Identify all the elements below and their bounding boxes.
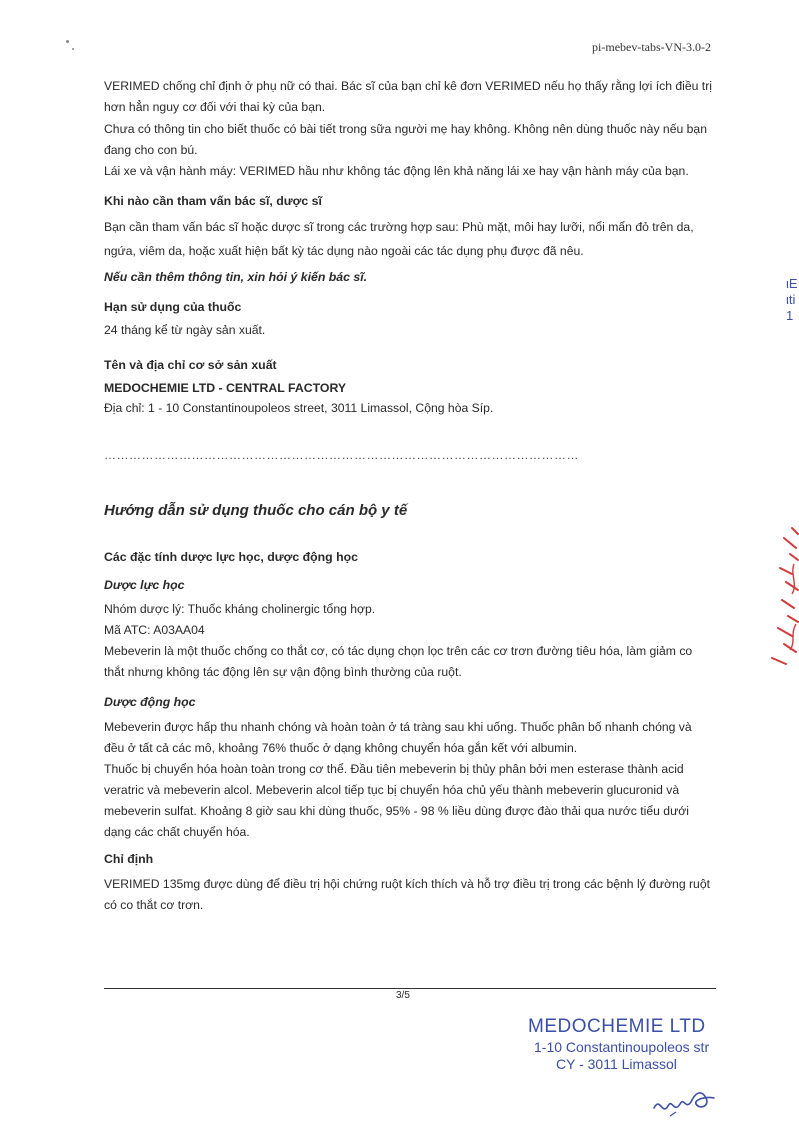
paragraph-line: Thuốc bị chuyển hóa hoàn toàn trong cơ thể. Đầu tiên mebeverin bị thủy phân bởi men esterase thành acid: [104, 762, 684, 776]
paragraph-pregnancy: [104, 76, 714, 118]
paragraph-line: veratric và mebeverin alcol. Mebeverin alcol tiếp tục bị chuyển hóa chủ yếu thành mebeverin glucuronid và: [104, 783, 680, 797]
paragraph-line: VERIMED 135mg được dùng để điều trị hội chứng ruột kích thích và hỗ trợ điều trị trong các bệnh lý đường ruột: [104, 877, 711, 891]
page-number: 3/5: [396, 990, 410, 1001]
paragraph-line: ngứa, viêm da, hoặc xuất hiện bất kỳ tác dụng nào ngoài các tác dụng phụ được đã nêu.: [104, 244, 584, 258]
section-title-healthcare: Hướng dẫn sử dụng thuốc cho cán bộ y tế: [104, 502, 408, 519]
edge-fragment-line: ιE: [786, 276, 798, 291]
document-id: pi-mebev-tabs-VN-3.0-2: [592, 40, 711, 54]
heading-indications: Chỉ định: [104, 852, 154, 866]
paragraph-line: có co thắt cơ trơn.: [104, 898, 204, 912]
heading-manufacturer: Tên và địa chỉ cơ sở sản xuất: [104, 358, 277, 372]
heading-expiry: Hạn sử dụng của thuốc: [104, 300, 242, 314]
paragraph-driving: Lái xe và vận hành máy: VERIMED hầu như không tác động lên khả năng lái xe hay vận hành máy của bạn.: [104, 164, 689, 178]
manufacturer-name: MEDOCHEMIE LTD - CENTRAL FACTORY: [104, 381, 347, 395]
expiry-text: 24 tháng kể từ ngày sản xuất.: [104, 323, 266, 337]
edge-fragment-line: 1: [786, 308, 794, 323]
edge-fragment-line: ιti: [786, 292, 796, 307]
heading-pharmacokinetics: Dược động học: [104, 695, 196, 709]
paragraph-consult: [104, 217, 714, 262]
pharmacodynamics-block: [104, 599, 714, 683]
paragraph-line: đều ở tất cả các mô, khoảng 76% thuốc ở dạng không chuyển hóa gắn kết với albumin.: [104, 741, 578, 755]
more-info-note: Nếu cần thêm thông tin, xin hỏi ý kiến bác sĩ.: [104, 270, 368, 284]
company-stamp: [528, 1016, 709, 1072]
paragraph-line: hơn hẳn nguy cơ đối với thai kỳ của bạn.: [104, 100, 326, 114]
paragraph-line: VERIMED chống chỉ định ở phụ nữ có thai. Bác sĩ của bạn chỉ kê đơn VERIMED nếu họ thấy rằng lợi ích điều trị: [104, 79, 712, 93]
scan-speck: [66, 40, 69, 43]
paragraph-line: đang cho con bú.: [104, 143, 198, 157]
paragraph-line: mebeverin sulfat. Khoảng 8 giờ sau khi dùng thuốc, 95% - 98 % liều dùng được đào thải qua nước tiểu dưới: [104, 804, 689, 818]
paragraph-line: thắt nhưng không tác động lên sự vận động bình thường của ruột.: [104, 665, 462, 679]
stamp-city: CY - 3011 Limassol: [556, 1056, 677, 1072]
paragraph-line: Mebeverin được hấp thu nhanh chóng và hoàn toàn ở tá tràng sau khi uống. Thuốc phân bố nhanh chóng và: [104, 720, 692, 734]
paragraph-line: Mã ATC: A03AA04: [104, 623, 205, 637]
manufacturer-address: Địa chỉ: 1 - 10 Constantinoupoleos street, 3011 Limassol, Cộng hòa Síp.: [104, 401, 494, 415]
stamp-company-name: MEDOCHEMIE LTD: [528, 1016, 706, 1037]
handwritten-signature: [650, 1086, 720, 1122]
pharmacokinetics-block: [104, 717, 714, 843]
dotted-divider: ……………………………………………………………………………………………………: [104, 448, 579, 462]
scan-speck: [72, 48, 74, 50]
red-seal-fragment: [762, 524, 799, 674]
edge-stamp-fragment: [786, 276, 798, 324]
indications-block: [104, 874, 714, 916]
paragraph-line: Bạn cần tham vấn bác sĩ hoặc dược sĩ trong các trường hợp sau: Phù mặt, môi hay lưỡi, nổi mẩn đỏ trên da,: [104, 220, 694, 234]
paragraph-line: Chưa có thông tin cho biết thuốc có bài tiết trong sữa người mẹ hay không. Không nên dùng thuốc này nếu bạn: [104, 122, 707, 136]
paragraph-line: Mebeverin là một thuốc chống co thắt cơ, có tác dụng chọn lọc trên các cơ trơn đường tiêu hóa, làm giảm co: [104, 644, 693, 658]
paragraph-line: Nhóm dược lý: Thuốc kháng cholinergic tổng hợp.: [104, 602, 376, 616]
stamp-street: 1-10 Constantinoupoleos str: [534, 1039, 710, 1055]
heading-properties: Các đặc tính dược lực học, dược động học: [104, 550, 358, 564]
footer-rule: [104, 988, 716, 989]
paragraph-breastfeeding: [104, 119, 714, 161]
heading-pharmacodynamics: Dược lực học: [104, 578, 185, 592]
heading-consult: Khi nào cần tham vấn bác sĩ, dược sĩ: [104, 194, 322, 208]
paragraph-line: dạng các chất chuyển hóa.: [104, 825, 250, 839]
